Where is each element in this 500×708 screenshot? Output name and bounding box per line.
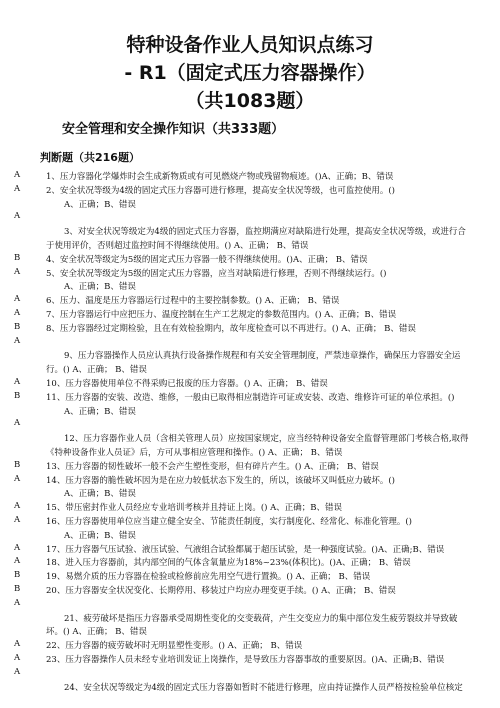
answer-key: B <box>14 459 21 470</box>
answer-key: A <box>14 183 21 194</box>
question-text: 4、安全状况等级定为5级的固定式压力容器一般不得继续使用。()A、正确； B、错误 <box>46 254 368 265</box>
question-text: 16、压力容器使用单位应当建立健全安全、节能责任制度，实行制度化、经常化、标准化管理。() <box>46 517 412 527</box>
question-text: 《特种设备作业人员证》后，方可从事相应管理和操作。() A、正确； B、错误 <box>46 448 343 458</box>
page-title-line-3: （共1083题） <box>185 90 315 112</box>
answer-key: A <box>14 418 21 429</box>
question-text: 行。() A、正确； B、错误 <box>46 365 147 376</box>
answer-key: A <box>14 294 21 305</box>
question-text: 9、压力容器操作人员应认真执行设备操作规程和有关安全管理制度，严禁违章操作，确保压力容器安全运 <box>64 351 461 362</box>
answer-key: A <box>14 211 21 222</box>
subsection-heading: 判断题（共216题） <box>40 151 140 164</box>
answer-key: B <box>14 252 21 263</box>
question-text: 8、压力容器经过定期检验，且在有效检验期内，故年度检查可以不再进行。() A、正确； B、错误 <box>46 323 416 334</box>
question-text: 17、压力容器气压试验、液压试验、气液组合试验都属于超压试验，是一种强度试验。()A、正确;B、错误 <box>46 544 445 555</box>
answer-key: A <box>14 170 21 180</box>
question-options: A、正确；B、错误 <box>64 199 136 210</box>
answer-key: B <box>14 321 21 332</box>
question-text: 12、压力容器作业人员（含相关管理人员）应按国家规定，应当经特种设备安全监督管理部门考核合格,取得 <box>64 434 469 445</box>
answer-key: B <box>14 570 21 581</box>
answer-key: A <box>14 473 21 484</box>
answer-key: A <box>14 653 21 663</box>
page-title-line-2: - R1（固定式压力容器操作） <box>124 62 376 84</box>
answer-key: A <box>14 597 21 608</box>
question-options: A、正确；B、错误 <box>64 282 136 293</box>
question-text: 1、压力容器化学爆炸时会生成新物质或有可见燃烧产物或残留物痕迹。()A、正确；B、错误 <box>46 172 394 182</box>
question-text: 22、压力容器的疲劳破坏时无明显塑性变形。() A、正确； B、错误 <box>46 641 303 652</box>
answer-key: A <box>14 542 21 553</box>
answer-key: A <box>14 308 21 318</box>
answer-key: B <box>14 584 21 594</box>
question-text: 2、安全状况等级为4级的固定式压力容器可进行修理，提高安全状况等级，也可监控使用。() <box>46 185 395 196</box>
question-text: 20、压力容器安全状况变化、长期停用、移装过户均应办理变更手续。() A、正确； B、错误 <box>46 586 396 596</box>
question-text: 23、压力容器操作人员未经专业培训发证上岗操作，是导致压力容器事故的重要原因。()A、正确;B、错误 <box>46 655 445 665</box>
answer-key: A <box>14 556 21 567</box>
question-text: 7、压力容器运行中应把压力、温度控制在生产工艺规定的参数范围内。() A、正确；B、错误 <box>46 310 397 320</box>
question-text: 21、疲劳破坏是指压力容器承受周期性变化的交变载荷，产生交变应力的集中部位发生疲劳裂纹并导致破 <box>64 613 458 624</box>
question-text: 11、压力容器的安装、改造、维修，一般由已取得相应制造许可证或安装、改造、维修许可证的单位承担。() <box>46 392 455 403</box>
question-options: A、正确；B、错误 <box>64 489 136 500</box>
question-text: 13、压力容器的韧性破坏一般不会产生塑性变形，但有碎片产生。() A、正确； B、错误 <box>46 461 379 472</box>
answer-key: A <box>14 639 21 650</box>
question-text: 坏。() A、正确； B、错误 <box>46 627 147 638</box>
answer-key: A <box>14 335 21 346</box>
answer-key: A <box>14 515 21 525</box>
question-text: 18、进入压力容器前，其内部空间的气体含氧量应为18%~23%(体积比)。()A、正确； B、错误 <box>46 558 411 569</box>
answer-key: B <box>14 390 21 401</box>
question-text: 于使用评价，否则超过监控时间不得继续使用。() A、正确； B、错误 <box>46 241 309 251</box>
section-heading: 安全管理和安全操作知识（共333题） <box>62 122 285 137</box>
question-text: 19、易燃介质的压力容器在检验或检修前应先用空气进行置换。() A、正确； B、错误 <box>46 572 371 583</box>
question-text: 5、安全状况等级定为5级的固定式压力容器，应当对缺陷进行修理，否则不得继续运行。() <box>46 268 387 279</box>
question-text: 24、安全状况等级定为4级的固定式压力容器如暂时不能进行修理，应由持证操作人员严格按检验单位核定 <box>64 682 463 693</box>
question-text: 6、压力、温度是压力容器运行过程中的主要控制参数。() A、正确； B、错误 <box>46 296 340 307</box>
question-options: A、正确；B、错误 <box>64 406 136 417</box>
question-text: 10、压力容器使用单位不得采购已报废的压力容器。() A、正确； B、错误 <box>46 379 328 389</box>
page-title-line-1: 特种设备作业人员知识点练习 <box>126 34 374 56</box>
answer-key: A <box>14 377 21 387</box>
answer-key: A <box>14 501 21 512</box>
question-text: 3、对安全状况等级定为4级的固定式压力容器，监控期满应对缺陷进行处理，提高安全状况等级，或进行合 <box>64 227 466 238</box>
answer-key: A <box>14 666 21 677</box>
question-text: 15、带压密封作业人员经应专业培训考核并且持证上岗。() A、正确；B、错误 <box>46 503 343 514</box>
question-options: A、正确；B、错误 <box>64 530 136 541</box>
answer-key: A <box>14 266 21 277</box>
question-text: 14、压力容器的脆性破坏因为是在应力较低状态下发生的，所以，该破坏又叫低应力破坏。() <box>46 475 395 486</box>
